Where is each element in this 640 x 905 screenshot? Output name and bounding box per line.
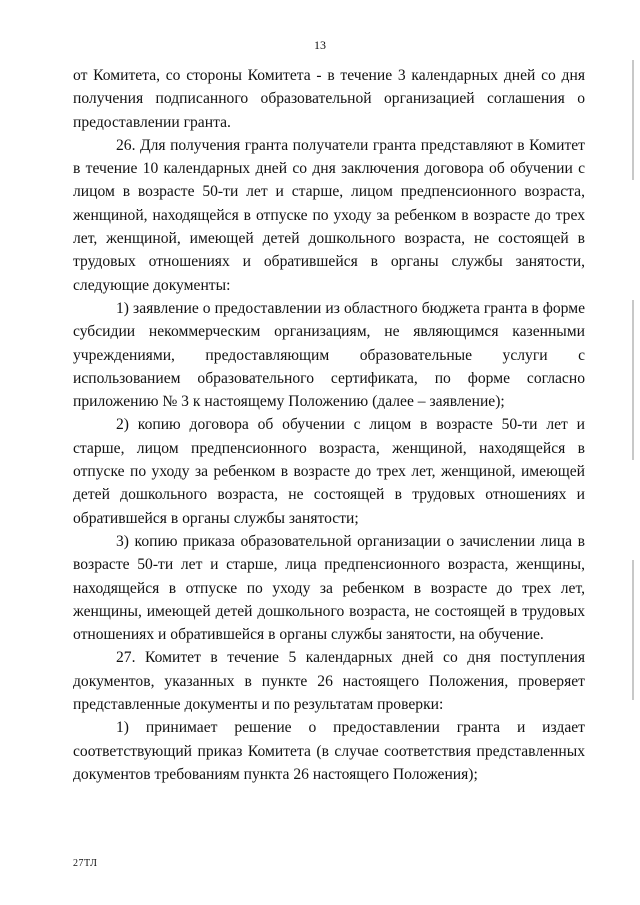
paragraph-item-27: 27. Комитет в течение 5 календарных дней со дня поступления документов, указанных в пункте 26 настоящего Положения, проверяет представленные документы и по результатам проверки: bbox=[73, 649, 585, 714]
footer-document-code: 27ТЛ bbox=[73, 858, 98, 869]
scan-edge-mark bbox=[632, 60, 634, 180]
paragraph-item-26-1: 1) заявление о предоставлении из областного бюджета гранта в форме субсидии некоммерческим организациям, не являющимся казенными учреждениями, предоставляющим образовательные услуги с использованием образовательного сертификата, по форме согласно приложению № 3 к настоящему Положению (далее – заявление); bbox=[73, 299, 585, 411]
paragraph-item-26-3: 3) копию приказа образовательной организации о зачислении лица в возрасте 50-ти лет и старше, лица предпенсионного возраста, женщины, находящейся в отпуске по уходу за ребенком в возрасте до трех лет, женщины, имеющей детей дошкольного возраста, не состоящей в трудовых отношениях и обратившейся в органы службы занятости, на обучение. bbox=[73, 532, 585, 644]
paragraph-continuation: от Комитета, со стороны Комитета - в течение 3 календарных дней со дня получения подписанного образовательной организацией соглашения о предоставлении гранта. bbox=[73, 67, 585, 131]
paragraph-item-27-1: 1) принимает решение о предоставлении гранта и издает соответствующий приказ Комитета (в случае соответствия представленных документов требованиям пункта 26 настоящего Положения); bbox=[73, 719, 585, 783]
scan-edge-mark bbox=[632, 300, 634, 460]
page-number: 13 bbox=[314, 38, 326, 52]
scan-edge-mark bbox=[632, 560, 634, 700]
paragraph-item-26: 26. Для получения гранта получатели гранта представляют в Комитет в течение 10 календарных дней со дня заключения договора об обучении с лицом в возрасте 50-ти лет и старше, лицом предпенсионного возраста, женщиной, находящейся в отпуске по уходу за ребенком в возрасте до трех лет, женщиной, имеющей детей дошкольного возраста, не состоящей в трудовых отношениях и обратившейся в органы службы занятости, следующие документы: bbox=[73, 136, 585, 294]
paragraph-item-26-2: 2) копию договора об обучении с лицом в возрасте 50-ти лет и старше, лицом предпенсионного возраста, женщиной, находящейся в отпуске по уходу за ребенком в возрасте до трех лет, женщиной, имеющей детей дошкольного возраста, не состоящей в трудовых отношениях и обратившейся в органы службы занятости; bbox=[73, 416, 585, 527]
document-body bbox=[73, 64, 585, 786]
